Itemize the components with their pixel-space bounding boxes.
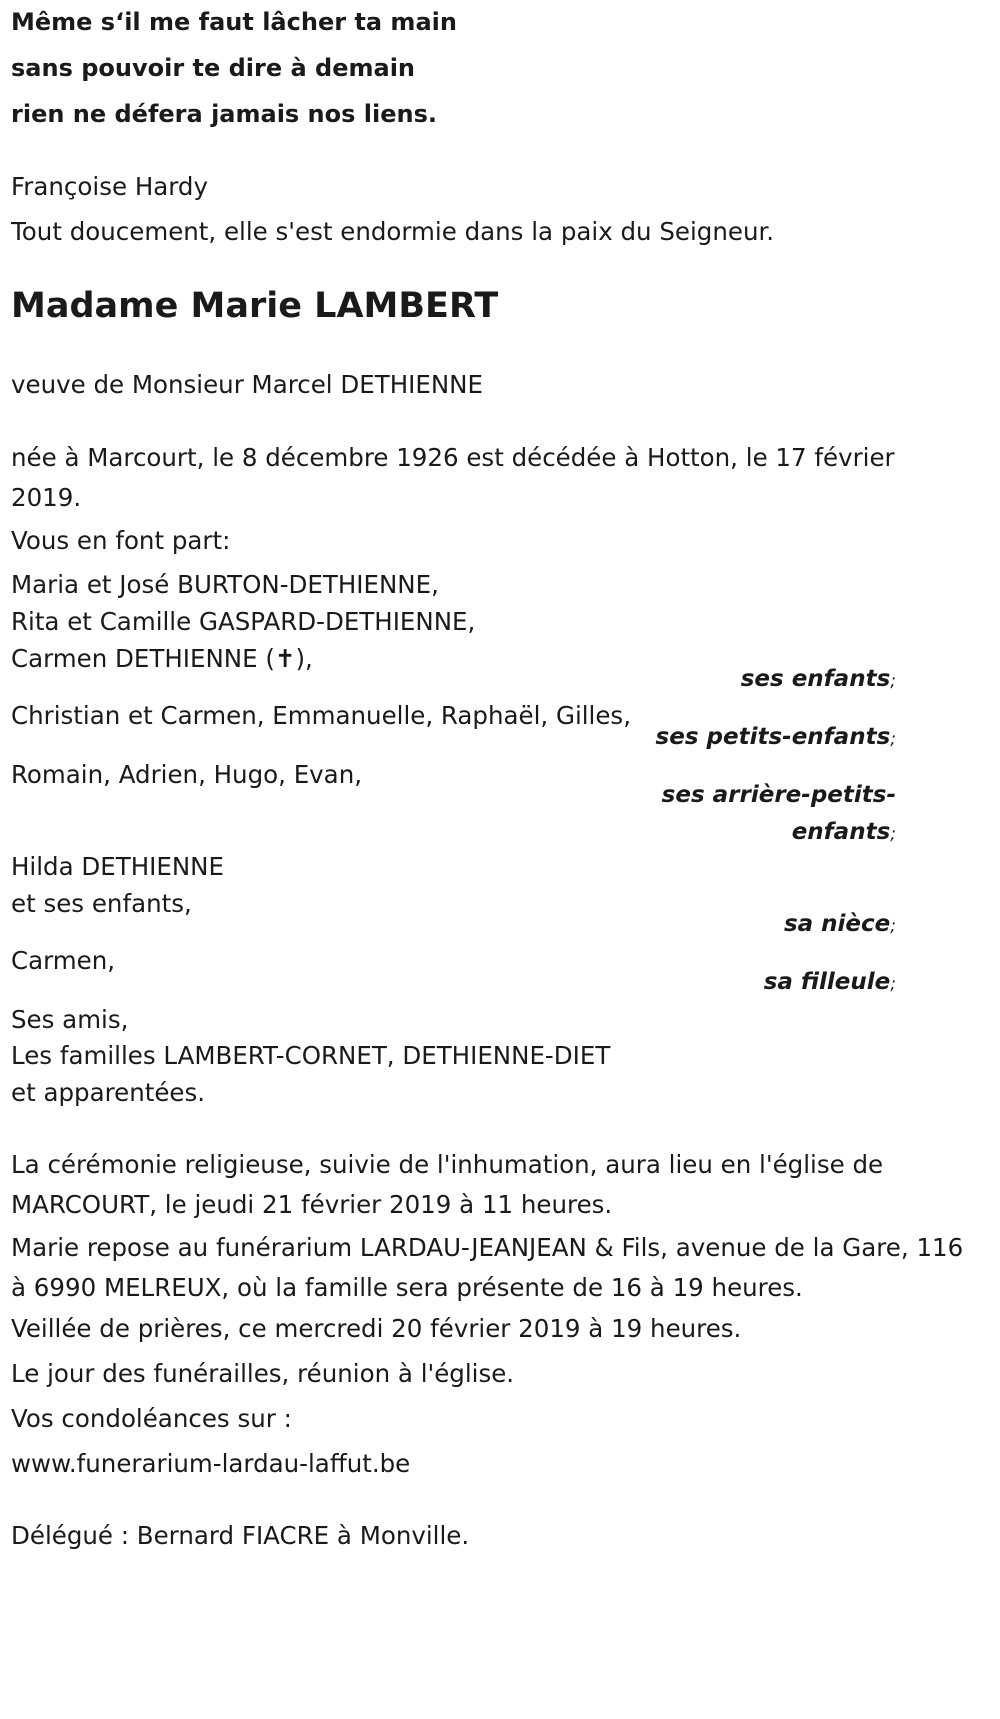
friends-line-2: Les familles LAMBERT-CORNET, DETHIENNE-DIET — [11, 1041, 611, 1070]
intro-text: Tout doucement, elle s'est endormie dans la paix du Seigneur. — [11, 217, 775, 246]
great-grandchildren-role: ses arrière-petits-enfants; — [661, 782, 896, 845]
website-link[interactable]: www.funerarium-lardau-laffut.be — [11, 1449, 411, 1478]
niece-role: sa nièce; — [783, 911, 896, 937]
delegate-text: Délégué : Bernard FIACRE à Monville. — [11, 1521, 470, 1550]
spouse-line: veuve de Monsieur Marcel DETHIENNE — [11, 370, 483, 399]
goddaughter-role: sa filleule; — [763, 969, 896, 995]
grandchildren-role: ses petits-enfants; — [655, 724, 896, 750]
children-line-2: Rita et Camille GASPARD-DETHIENNE, — [11, 607, 476, 636]
goddaughter-line: Carmen, — [11, 946, 116, 975]
friends-line-1: Ses amis, — [11, 1005, 129, 1034]
condolences-label: Vos condoléances sur : — [11, 1404, 292, 1433]
repose-text: Marie repose au funérarium LARDAU-JEANJEAN & Fils, avenue de la Gare, 116 à 6990 MELREUX, où la famille sera présente de 16 à 19 heures. — [11, 1233, 964, 1302]
birth-death-text: née à Marcourt, le 8 décembre 1926 est décédée à Hotton, le 17 février 2019. — [11, 443, 895, 512]
poem-author: Françoise Hardy — [11, 172, 208, 201]
children-line-1: Maria et José BURTON-DETHIENNE, — [11, 570, 439, 599]
poem-line-3: rien ne défera jamais nos liens. — [11, 100, 437, 128]
poem-line-1: Même s‘il me faut lâcher ta main — [11, 8, 457, 36]
children-role: ses enfants; — [740, 666, 896, 692]
niece-line-1: Hilda DETHIENNE — [11, 852, 224, 881]
friends-line-3: et apparentées. — [11, 1078, 206, 1107]
announce-intro: Vous en font part: — [11, 526, 231, 555]
vigil-text: Veillée de prières, ce mercredi 20 février 2019 à 19 heures. — [11, 1314, 742, 1343]
meeting-text: Le jour des funérailles, réunion à l'église. — [11, 1359, 515, 1388]
poem-line-2: sans pouvoir te dire à demain — [11, 54, 416, 82]
children-line-3: Carmen DETHIENNE (✝), — [11, 644, 313, 673]
niece-line-2: et ses enfants, — [11, 889, 192, 918]
deceased-name: Madame Marie LAMBERT — [11, 286, 499, 326]
ceremony-text: La cérémonie religieuse, suivie de l'inhumation, aura lieu en l'église de MARCOURT, le jeudi 21 février 2019 à 11 heures. — [11, 1150, 884, 1219]
great-grandchildren-line: Romain, Adrien, Hugo, Evan, — [11, 760, 363, 789]
grandchildren-line: Christian et Carmen, Emmanuelle, Raphaël, Gilles, — [11, 701, 631, 730]
